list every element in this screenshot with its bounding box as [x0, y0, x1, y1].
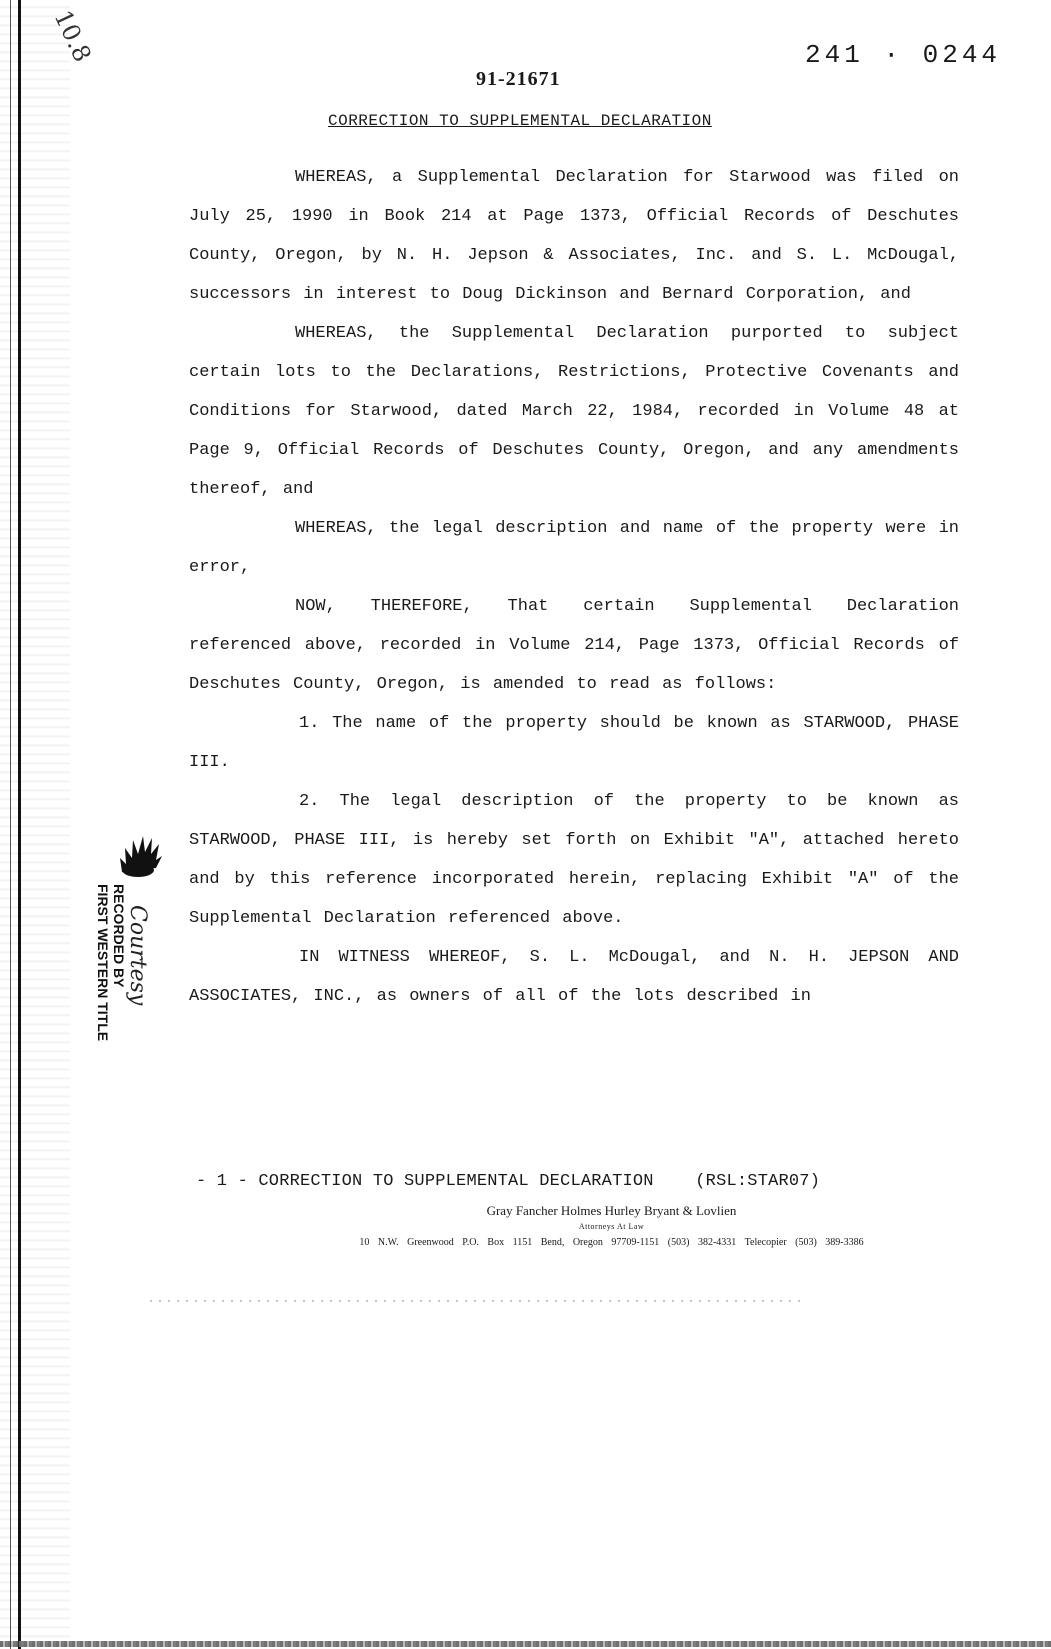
- document-title: CORRECTION TO SUPPLEMENTAL DECLARATION: [328, 112, 712, 130]
- scan-edge-line: [10, 0, 11, 1649]
- record-number: 241 ∙ 0244: [805, 40, 1002, 70]
- stamp-line-company: FIRST WESTERN TITLE: [95, 884, 111, 1042]
- document-body: [189, 158, 959, 1016]
- scan-edge-bar: [18, 0, 21, 1649]
- paragraph-whereas-3: WHEREAS, the legal description and name of the property were in error,: [189, 519, 959, 577]
- page-footer-line: - 1 - CORRECTION TO SUPPLEMENTAL DECLARATION (RSL:STAR07): [196, 1172, 821, 1191]
- title-company-logo-icon: [116, 828, 164, 880]
- paragraph-item-2: 2. The legal description of the property to be known as STARWOOD, PHASE III, is hereby set forth on Exhibit "A", attached hereto and by this reference incorporated herein, replacing Exhibit "A" of the Supplemental Declaration referenced above.: [189, 792, 959, 928]
- scan-bottom-edge: [0, 1641, 1051, 1647]
- handwritten-mark: 10.8: [48, 6, 97, 67]
- scan-artifact-dots: [150, 1300, 800, 1302]
- paragraph-now-therefore: NOW, THEREFORE, That certain Supplemental Declaration referenced above, recorded in Volume 214, Page 1373, Official Records of Deschutes County, Oregon, is amended to read as follows:: [189, 597, 959, 694]
- firm-name: Gray Fancher Holmes Hurley Bryant & Lovlien: [486, 1203, 737, 1218]
- paragraph-whereas-2: WHEREAS, the Supplemental Declaration purported to subject certain lots to the Declarations, Restrictions, Protective Covenants and Conditions for Starwood, dated March 22, 1984, recorded in Volume 48 at Page 9, Official Records of Deschutes County, Oregon, and any amendments thereof, and: [189, 324, 959, 499]
- firm-subtitle: Attorneys At Law: [578, 1222, 645, 1231]
- paragraph-whereas-1: WHEREAS, a Supplemental Declaration for Starwood was filed on July 25, 1990 in Book 214 at Page 1373, Official Records of Deschutes County, Oregon, by N. H. Jepson & Associates, Inc. and S. L. McDougal, successors in interest to Doug Dickinson and Bernard Corporation, and: [189, 168, 959, 304]
- document-number: 91-21671: [476, 68, 561, 90]
- firm-address: 10 N.W. Greenwood P.O. Box 1151 Bend, Oregon 97709-1151 (503) 382-4331 Telecopier (503) 389-3386: [359, 1237, 864, 1248]
- paragraph-in-witness: IN WITNESS WHEREOF, S. L. McDougal, and N. H. JEPSON AND ASSOCIATES, INC., as owners of all of the lots described in: [189, 948, 959, 1006]
- paragraph-item-1: 1. The name of the property should be known as STARWOOD, PHASE III.: [189, 714, 959, 772]
- stamp-line-recorded-by: RECORDED BY: [111, 884, 127, 988]
- stamp-handwriting: Courtesy: [125, 905, 150, 1006]
- recording-stamp: [95, 884, 127, 1044]
